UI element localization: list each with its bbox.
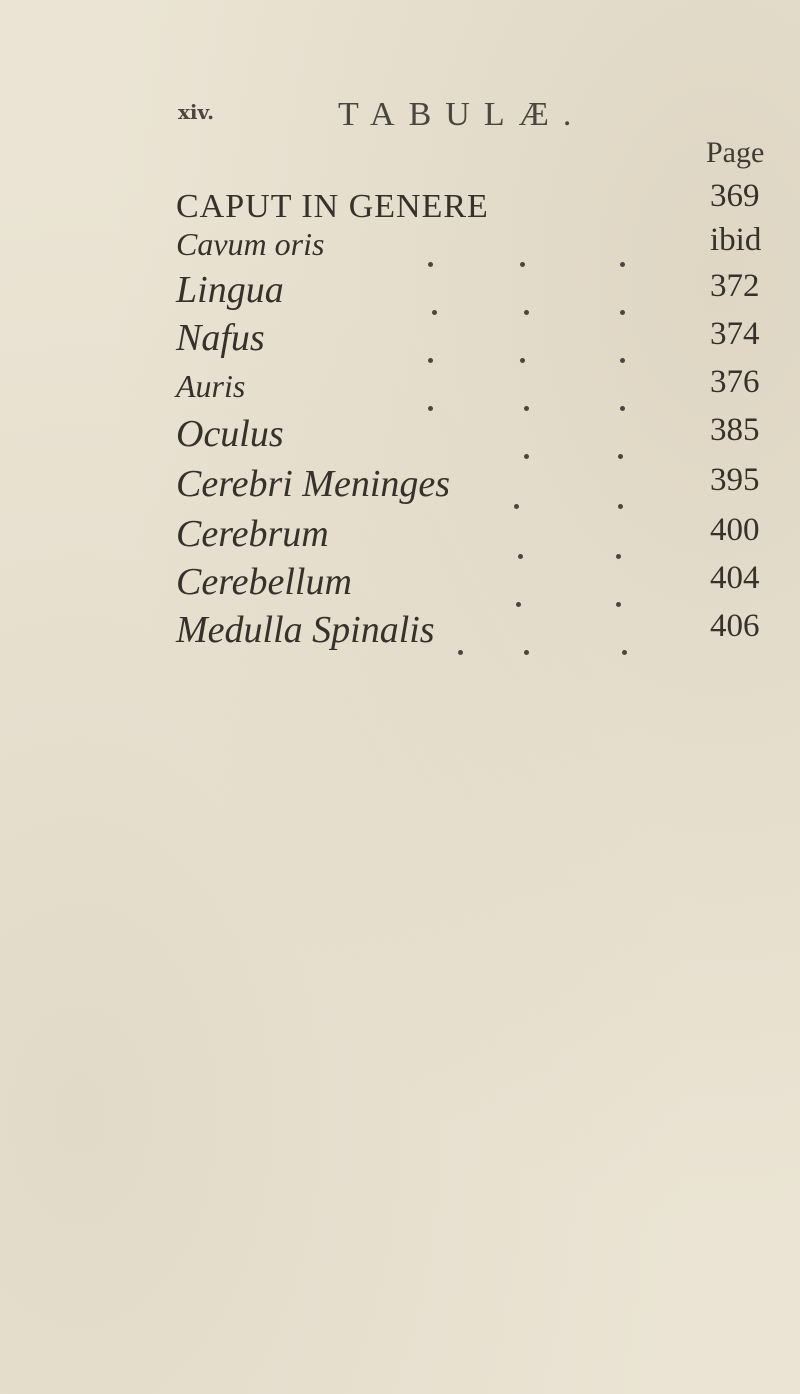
page-header [178,96,638,136]
toc-entry-label: Cerebrum [176,513,329,555]
section-title: CAPUT IN GENERE [176,188,489,225]
leader-dot [620,406,625,411]
leader-dot [620,310,625,315]
leader-dot [524,310,529,315]
toc-entry [176,560,776,610]
toc-entry-label: Cerebellum [176,561,352,603]
toc-entry-page: 406 [710,608,760,644]
leader-dot [620,262,625,267]
leader-dot [428,358,433,363]
leader-dot [428,262,433,267]
leader-dot [520,262,525,267]
toc-entry [176,462,776,512]
running-title: TABULÆ. [338,96,586,133]
toc-entry-page: 404 [710,560,760,596]
page-column-label: Page [706,136,765,169]
toc-entry [176,222,776,272]
toc-entry-page: 400 [710,512,760,548]
leader-dot [616,602,621,607]
leader-dot [520,358,525,363]
toc-entry-page: 372 [710,268,760,304]
toc-entry-page: 395 [710,462,760,498]
toc-entry-page: 385 [710,412,760,448]
toc-entry-label: Lingua [176,269,284,311]
toc-entry-page: 376 [710,364,760,400]
leader-dot [428,406,433,411]
toc-entry [176,512,776,562]
leader-dot [516,602,521,607]
toc-entry-label: Cavum oris [176,226,325,262]
folio-number: xiv. [178,100,215,124]
leader-dot [518,554,523,559]
toc-entry-page: 369 [710,178,760,214]
toc-entry [176,364,776,414]
leader-dot [618,454,623,459]
leader-dot [622,650,627,655]
leader-dot [432,310,437,315]
toc-entry-label: Nafus [176,317,265,359]
toc-entry-label: Auris [176,368,246,404]
leader-dot [524,650,529,655]
toc-entry-label: Medulla Spinalis [176,609,435,651]
toc-entry-page: 374 [710,316,760,352]
leader-dot [514,504,519,509]
toc-entry-page: ibid [710,222,762,258]
leader-dot [524,454,529,459]
leader-dot [524,406,529,411]
leader-dot [620,358,625,363]
toc-entry-page-first [176,178,776,228]
toc-entry [176,268,776,318]
toc-entry [176,316,776,366]
toc-entry [176,412,776,462]
toc-entry-label: Cerebri Meninges [176,463,451,505]
toc-entry-label: Oculus [176,413,284,455]
leader-dot [618,504,623,509]
leader-dot [616,554,621,559]
toc-entry [176,608,776,658]
leader-dot [458,650,463,655]
